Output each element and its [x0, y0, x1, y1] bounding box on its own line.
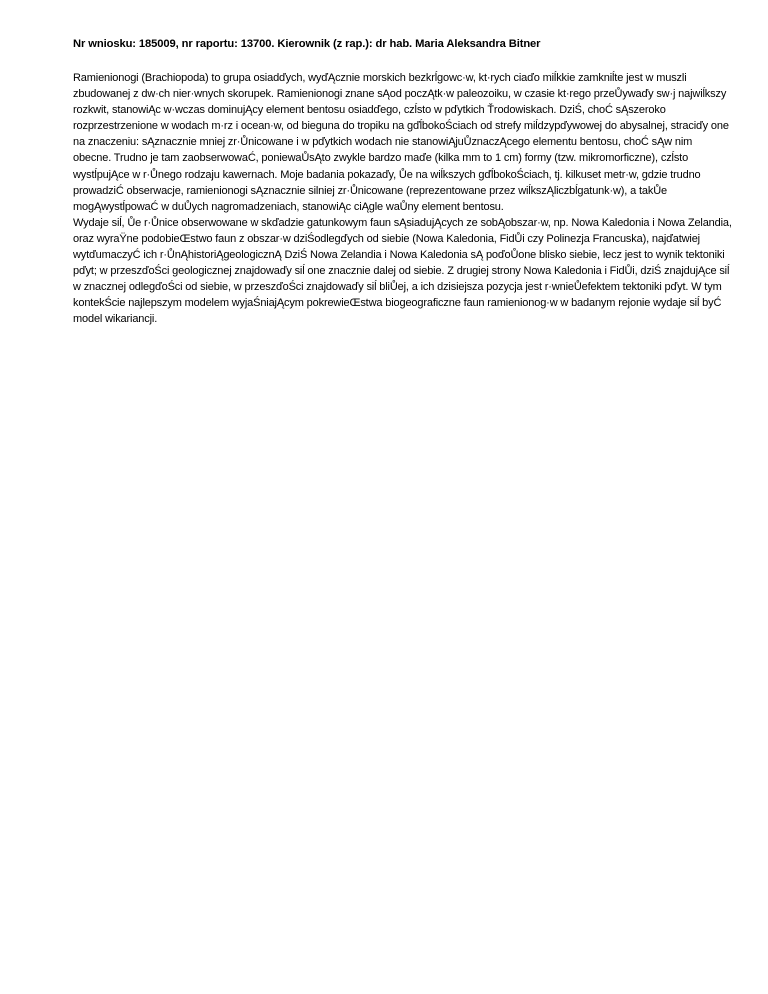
paragraph-biogeography-vicariance: Wydaje siĺ, Ůe r·Ůnice obserwowane w skďadzie gatunkowym faun sĄsiadujĄcych ze sobĄobszar·w, np. Nowa Kaledonia i Nowa Zelandia, oraz wyraŸne podobieŒstwo faun z obszar·w dziŚodlegďych od siebie (Nowa Kaledonia, FidŮi czy Polinezja Francuska), najďatwiej wytďumaczyĆ ich r·ŮnĄhistoriĄgeologicznĄ DziŚ Nowa Zelandia i Nowa Kaledonia sĄ poďoŮone blisko siebie, lecz jest to wynik tektoniki pďyt; w przeszďoŚci geologicznej znajdowaďy siĺ one znacznie dalej od siebie. Z drugiej strony Nowa Kaledonia i FidŮi, dziŚ znajdujĄce siĺ w znacznej odlegďoŚci od siebie, w przeszďoŚci znajdowaďy siĺ bliŮej, a ich dzisiejsza pozycja jest r·wnieŮefektem tektoniki pďyt. W tym kontekŚcie najlepszym modelem wyjaŚniajĄcym pokrewieŒstwa biogeograficzne faun ramienionog·w w badanym rejonie wydaje siĺ byĆ model wikariancji.	[73, 216, 732, 326]
report-header: Nr wniosku: 185009, nr raportu: 13700. Kierownik (z rap.): dr hab. Maria Aleksandra Bitner	[73, 38, 541, 50]
report-body	[73, 70, 733, 328]
document-page	[73, 36, 733, 328]
paragraph-brachiopod-overview: Ramienionogi (Brachiopoda) to grupa osiadďych, wyďĄcznie morskich bezkrĺgowc·w, kt·rych ciaďo miĺkkie zamkniĺte jest w muszli zbudowanej z dw·ch nier·wnych skorupek. Ramienionogi znane sĄod poczĄtk·w paleozoiku, w czasie kt·rego przeŮywaďy sw·j najwiĺkszy rozkwit, stanowiĄc w·wczas dominujĄcy element bentosu osiadďego, czĺsto w pďytkich Ťrodowiskach. DziŚ, choĆ sĄszeroko rozprzestrzenione w wodach m·rz i ocean·w, od bieguna do tropiku na gďĺbokoŚciach od strefy miĺdzypďywowej do abysalnej, straciďy one na znaczeniu: sĄznacznie mniej zr·Ůnicowane i w pďytkich wodach nie stanowiĄjuŮznaczĄcego elementu bentosu, choĆ sĄw nim obecne. Trudno je tam zaobserwowaĆ, poniewaŮsĄto zwykle bardzo maďe (kilka mm to 1 cm) formy (tzw. mikromorficzne), czĺsto wystĺpujĄce w r·Ůnego rodzaju kawernach. Moje badania pokazaďy, Ůe na wiĺkszych gďĺbokoŚciach, tj. kilkuset metr·w, gdzie trudno prowadziĆ obserwacje, ramienionogi sĄznacznie silniej zr·Ůnicowane (reprezentowane przez wiĺkszĄliczbĺgatunk·w), a takŮe mogĄwystĺpowaĆ w duŮych nagromadzeniach, stanowiĄc ciĄgle waŮny element bentosu.	[73, 72, 729, 213]
